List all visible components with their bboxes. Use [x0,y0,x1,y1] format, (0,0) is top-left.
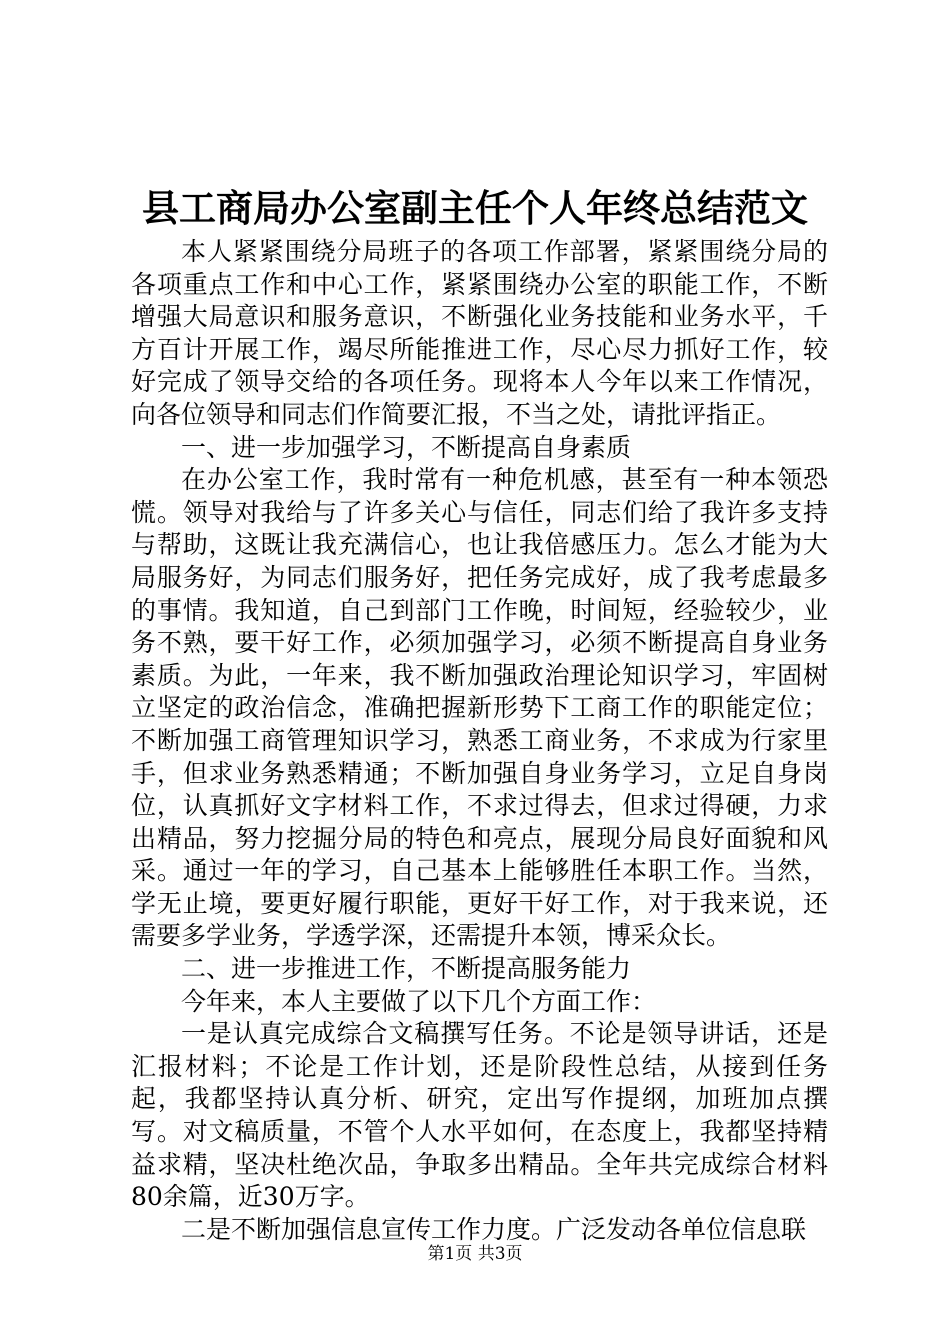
page-number-footer: 第1页 共3页 [427,1244,523,1264]
section-heading-2: 二、进一步推进工作，不断提高服务能力 [181,954,632,984]
section-2-item-1-paragraph: 一是认真完成综合文稿撰写任务。不论是领导讲话，还是汇报材料；不论是工作计划，还是阶段性总结，从接到任务起，我都坚持认真分析、研究，定出写作提纲，加班加点撰写。对文稿质量，不管个人水平如何，在态度上，我都坚持精益求精，坚决杜绝次品，争取多出精品。全年共完成综合材料80余篇，近30万字。 [131,1019,828,1212]
section-2-item-2-paragraph: 二是不断加强信息宣传工作力度。广泛发动各单位信息联 [181,1214,807,1244]
section-2-intro-paragraph: 今年来，本人主要做了以下几个方面工作： [181,986,657,1016]
document-title: 县工商局办公室副主任个人年终总结范文 [142,186,808,230]
section-1-paragraph: 在办公室工作，我时常有一种危机感，甚至有一种本领恐慌。领导对我给与了许多关心与信任，同志们给了我许多支持与帮助，这既让我充满信心，也让我倍感压力。怎么才能为大局服务好，为同志们服务好，把任务完成好，成了我考虑最多的事情。我知道，自己到部门工作晚，时间短，经验较少，业务不熟，要干好工作，必须加强学习，必须不断提高自身业务素质。为此，一年来，我不断加强政治理论知识学习，牢固树立坚定的政治信念，准确把握新形势下工商工作的职能定位；不断加强工商管理知识学习，熟悉工商业务，不求成为行家里手，但求业务熟悉精通；不断加强自身业务学习，立足自身岗位，认真抓好文字材料工作，不求过得去，但求过得硬，力求出精品，努力挖掘分局的特色和亮点，展现分局良好面貌和风采。通过一年的学习，自己基本上能够胜任本职工作。当然，学无止境，要更好履行职能，更好干好工作，对于我来说，还需要多学业务，学透学深，还需提升本领，博采众长。 [131,465,828,951]
document-body [131,236,828,1246]
intro-paragraph: 本人紧紧围绕分局班子的各项工作部署，紧紧围绕分局的各项重点工作和中心工作，紧紧围绕办公室的职能工作，不断增强大局意识和服务意识，不断强化业务技能和业务水平，千方百计开展工作，竭尽所能推进工作，尽心尽力抓好工作，较好完成了领导交给的各项任务。现将本人今年以来工作情况，向各位领导和同志们作简要汇报，不当之处，请批评指正。 [131,237,828,429]
section-heading-1: 一、进一步加强学习，不断提高自身素质 [181,432,632,462]
